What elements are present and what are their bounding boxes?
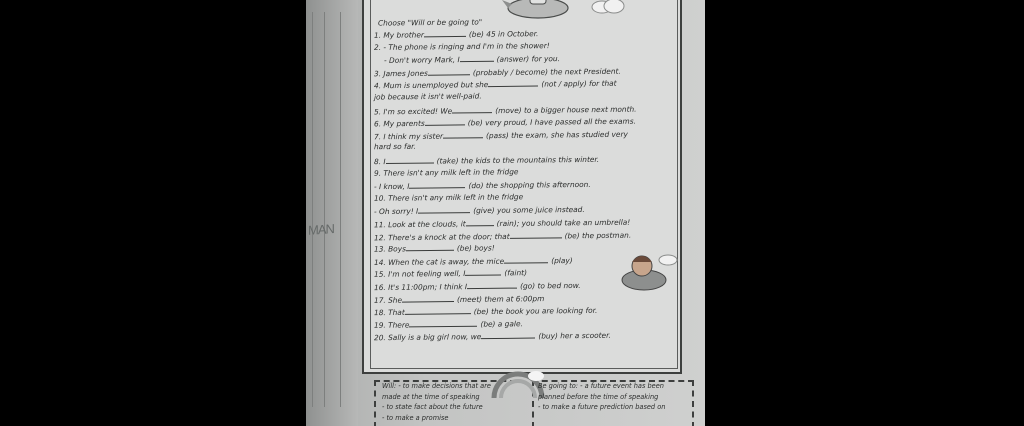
item-hint: (be) very proud, I have passed all the exams.	[467, 116, 636, 128]
item-text: 3. James Jones	[374, 68, 428, 79]
item-text: 6. My parents	[374, 119, 425, 129]
item-text: 4. Mum is unemployed but she	[374, 80, 489, 91]
answer-blank[interactable]	[405, 306, 471, 315]
item-hint: (not / apply) for that	[541, 79, 617, 89]
exercise-item	[374, 318, 523, 330]
answer-blank[interactable]	[418, 205, 470, 214]
airplane-illustration	[502, 0, 574, 24]
item-text: 15. I'm not feeling well, I	[374, 269, 466, 280]
exercise-item	[374, 268, 527, 280]
item-hint: (be) 45 in October.	[468, 29, 539, 39]
answer-blank[interactable]	[460, 54, 494, 62]
item-text: 10. There isn't any milk left in the fridge	[374, 192, 524, 203]
adjacent-page	[306, 0, 358, 426]
item-text: - Don't worry Mark, I	[384, 55, 460, 66]
item-hint: (go) to bed now.	[520, 280, 581, 291]
item-hint: (move) to a bigger house next month.	[495, 104, 637, 115]
answer-blank[interactable]	[409, 180, 465, 189]
worksheet-photo	[306, 0, 705, 426]
cartoon-character-illustration	[620, 250, 680, 300]
item-text: 17. She	[374, 295, 403, 305]
item-hint: (pass) the exam, she has studied very	[486, 129, 628, 140]
worksheet-panel	[362, 0, 682, 374]
answer-blank[interactable]	[466, 218, 494, 226]
grammar-notes	[362, 374, 705, 426]
black-bar-left	[0, 0, 306, 426]
item-text: - Oh sorry! I	[374, 207, 419, 217]
will-note-line: Will: - to make decisions that are	[382, 382, 491, 390]
exercise-item	[374, 28, 538, 40]
answer-blank[interactable]	[452, 105, 492, 113]
exercise-item	[374, 167, 518, 178]
item-text: 18. That	[374, 308, 405, 318]
exercise-item	[374, 142, 416, 151]
item-text: 11. Look at the clouds, it	[374, 219, 466, 230]
cloud-illustration	[588, 0, 630, 14]
exercise-item	[374, 255, 573, 267]
exercise-item	[374, 91, 482, 101]
side-page-text: MAN	[308, 221, 334, 238]
item-text: 12. There's a knock at the door; that	[374, 231, 510, 242]
item-hint: (faint)	[504, 268, 527, 278]
item-hint: (be) a gale.	[480, 319, 523, 329]
will-note-line: - to make a promise	[382, 413, 449, 422]
item-hint: (rain); you should take an umbrella!	[496, 217, 631, 229]
item-hint: (do) the shopping this afternoon.	[468, 180, 591, 191]
answer-blank[interactable]	[386, 156, 434, 165]
answer-blank[interactable]	[504, 255, 548, 263]
item-hint: (buy) her a scooter.	[538, 331, 611, 341]
item-text: 8. I	[374, 157, 386, 167]
item-hint: (play)	[551, 255, 573, 265]
item-text: 2. - The phone is ringing and I'm in the shower!	[374, 40, 550, 52]
answer-blank[interactable]	[424, 29, 466, 37]
answer-blank[interactable]	[481, 331, 535, 340]
item-text: 20. Sally is a big girl now, we	[374, 332, 482, 343]
going-to-note-line: - to make a future prediction based on	[538, 403, 666, 411]
item-text: 14. When the cat is away, the mice	[374, 256, 505, 267]
answer-blank[interactable]	[425, 118, 465, 126]
exercise-item	[384, 53, 560, 65]
item-hint: (be) boys!	[456, 243, 495, 253]
answer-blank[interactable]	[465, 268, 501, 276]
going-to-note-line: planned before the time of speaking	[538, 392, 659, 401]
item-text: 9. There isn't any milk left in the fridge	[374, 166, 519, 178]
item-text: 16. It's 11:00pm; I think I	[374, 282, 468, 293]
item-hint: (be) the postman.	[564, 230, 632, 240]
item-text: hard so far.	[374, 142, 416, 152]
item-hint: (be) the book you are looking for.	[473, 306, 598, 317]
going-to-note-line: Be going to: - a future event has been	[538, 382, 664, 390]
item-text: - I know, I	[374, 181, 410, 192]
item-text: 7. I think my sister	[374, 131, 444, 142]
item-hint: (answer) for you.	[496, 54, 560, 64]
answer-blank[interactable]	[488, 79, 538, 88]
item-text: 5. I'm so excited! We	[374, 106, 453, 116]
exercise-item	[374, 41, 550, 52]
item-text: 1. My brother	[374, 30, 424, 40]
exercise-item	[374, 192, 523, 203]
exercise-item	[374, 229, 631, 242]
exercise-item	[374, 243, 495, 254]
answer-blank[interactable]	[428, 67, 470, 75]
will-note-line: - to state fact about the future	[382, 403, 483, 411]
item-hint: (give) you some juice instead.	[473, 205, 585, 216]
item-hint: (meet) them at 6:00pm	[457, 293, 545, 304]
answer-blank[interactable]	[467, 281, 517, 290]
exercise-item	[374, 293, 544, 305]
black-bar-right	[705, 0, 1024, 426]
answer-blank[interactable]	[406, 243, 454, 252]
instruction: Choose "Will or be going to"	[378, 17, 483, 28]
item-text: 13. Boys	[374, 244, 406, 254]
item-text: 19. There	[374, 320, 410, 330]
will-note-line: made at the time of speaking	[382, 392, 480, 401]
answer-blank[interactable]	[443, 130, 483, 138]
answer-blank[interactable]	[409, 318, 477, 327]
answer-blank[interactable]	[402, 294, 454, 303]
answer-blank[interactable]	[510, 230, 562, 239]
item-text: job because it isn't well-paid.	[374, 91, 482, 102]
item-hint: (probably / become) the next President.	[472, 66, 621, 78]
item-hint: (take) the kids to the mountains this winter.	[436, 154, 600, 166]
